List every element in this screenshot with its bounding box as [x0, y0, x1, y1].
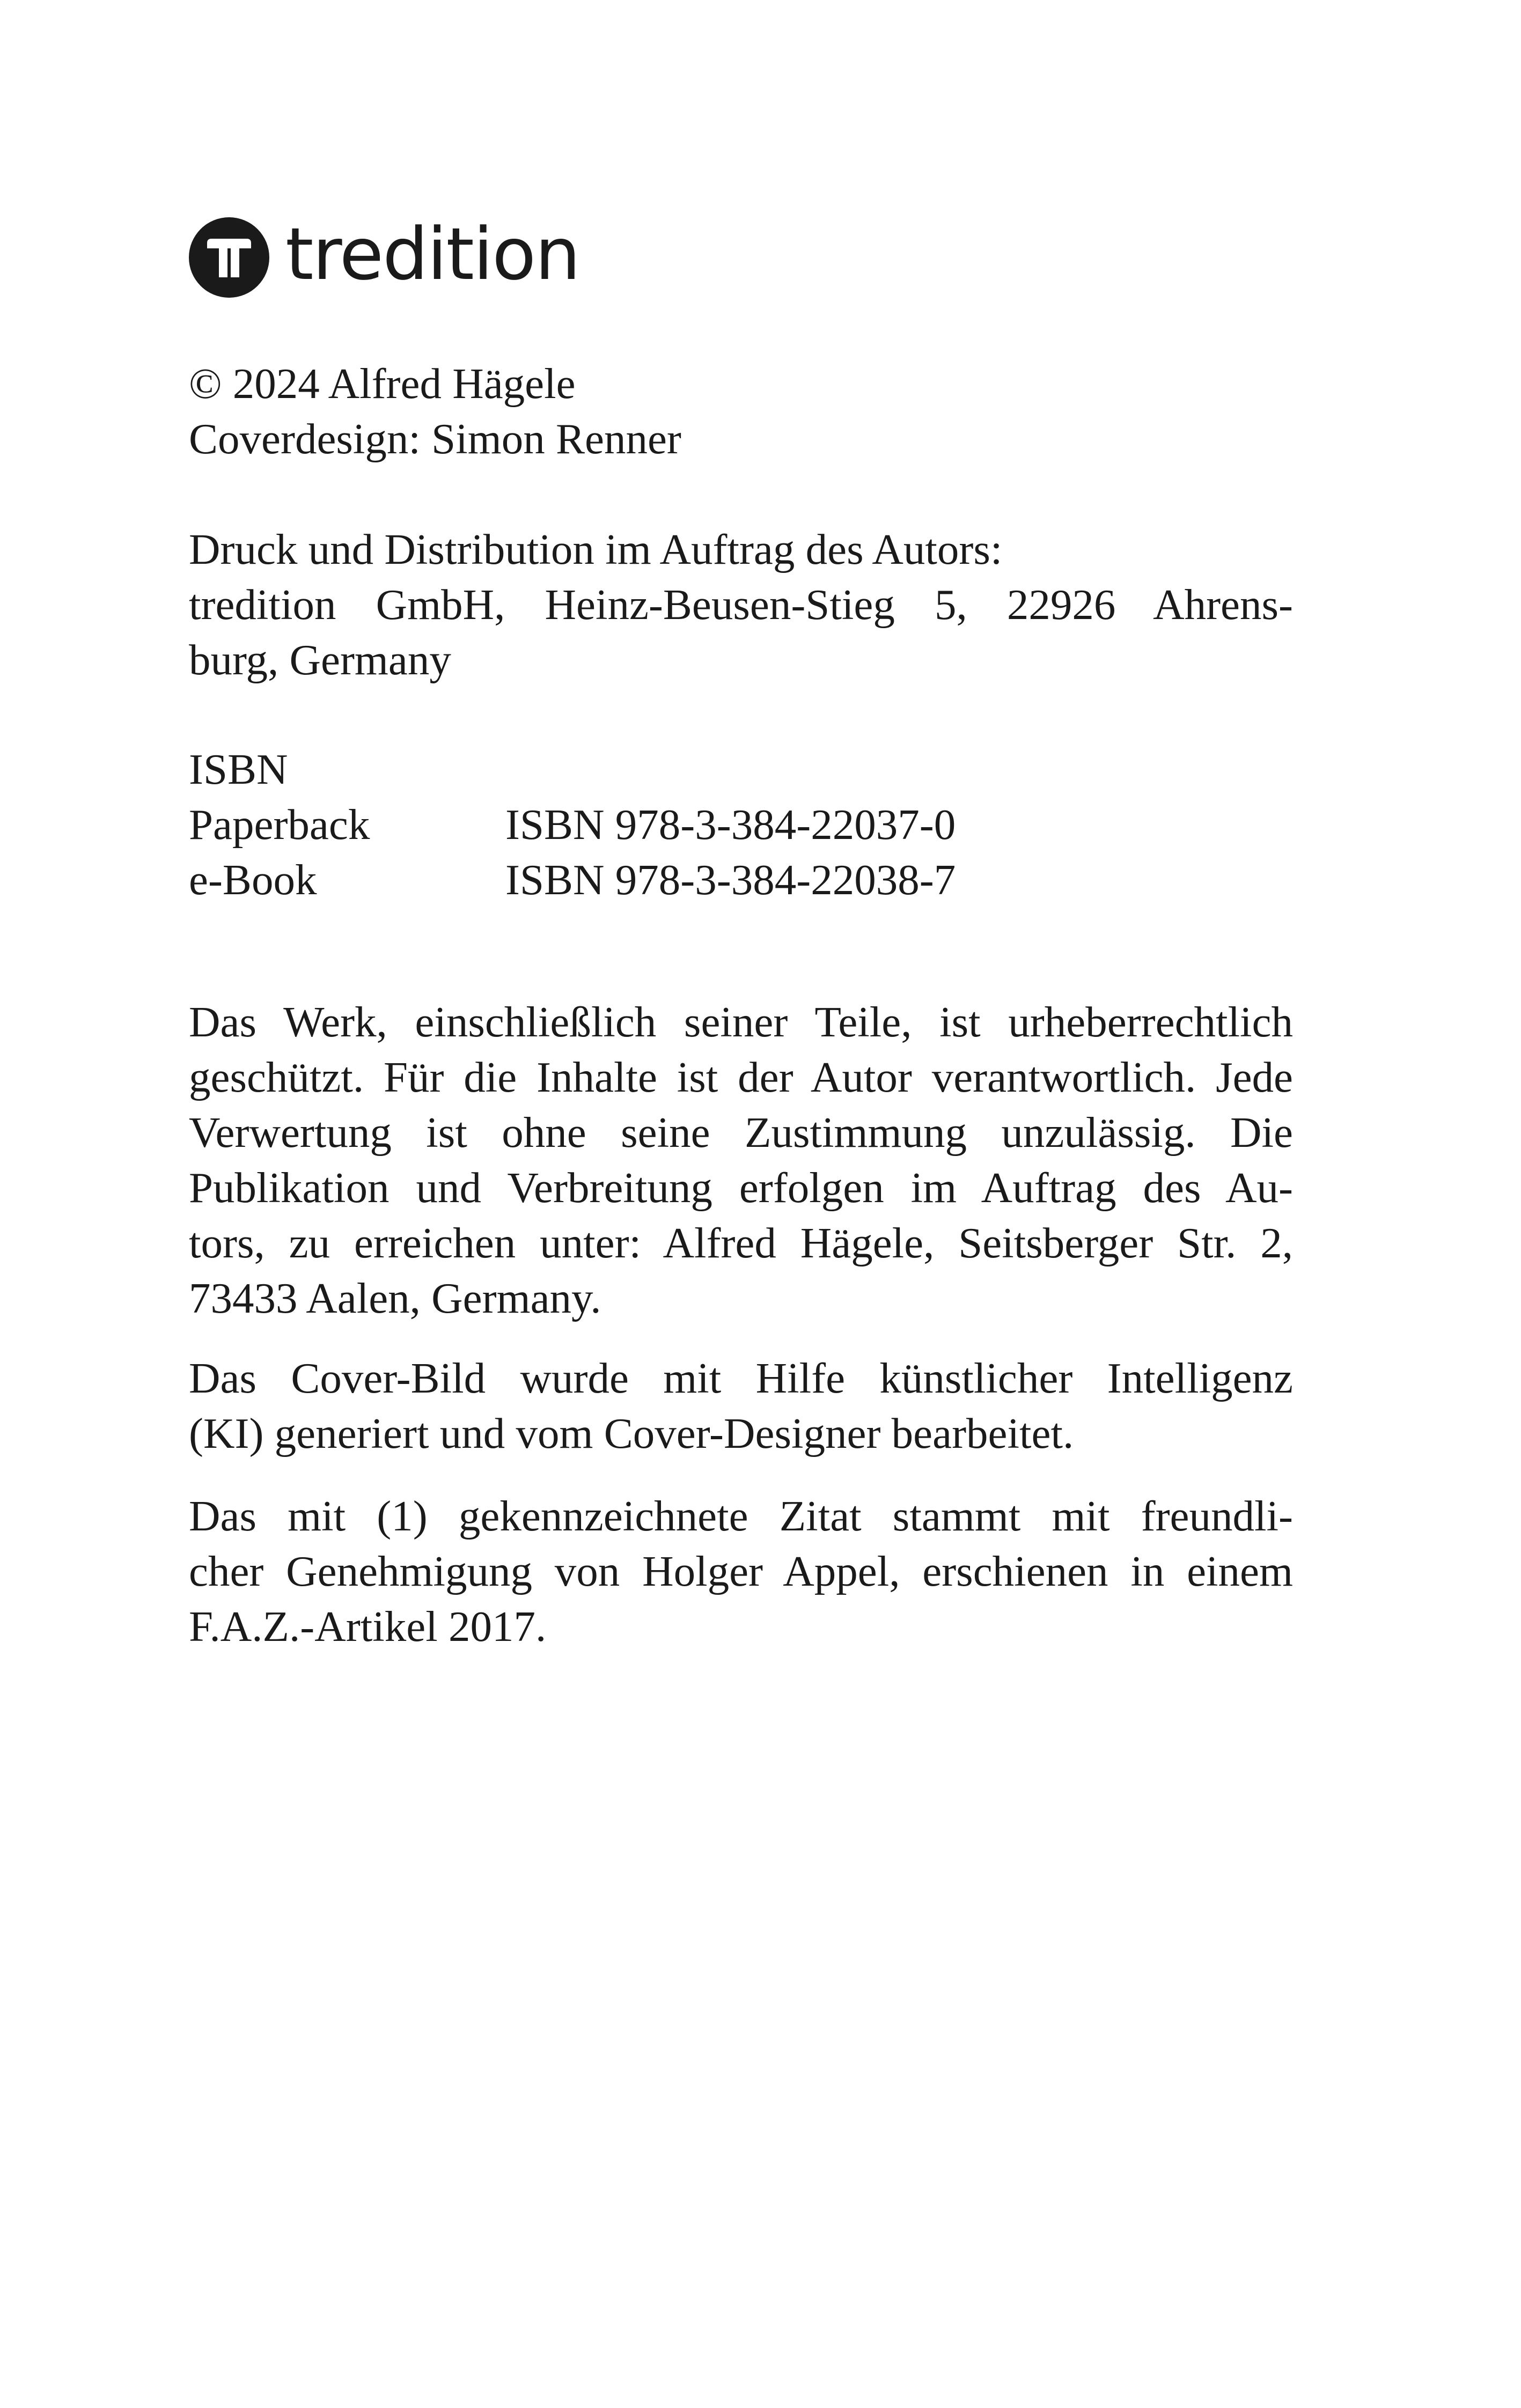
distribution-block — [189, 522, 1293, 688]
legal-line: tors, zu erreichen unter: Alfred Hägele, Seitsberger Str. 2, — [189, 1219, 1293, 1267]
legal-notice — [189, 995, 1293, 1326]
cover-note-line: Das Cover-Bild wurde mit Hilfe künstlicher Intelligenz — [189, 1354, 1293, 1402]
copyright-block — [189, 356, 1293, 467]
legal-line: Verwertung ist ohne seine Zustimmung unzulässig. Die — [189, 1108, 1293, 1157]
logo-wordmark: tredition — [285, 212, 580, 296]
isbn-row-paperback — [189, 797, 1293, 852]
cover-note-line: (KI) generiert und vom Cover-Designer bearbeitet. — [189, 1409, 1074, 1457]
legal-line: Das Werk, einschließlich seiner Teile, ist urheberrechtlich — [189, 998, 1293, 1046]
quote-note-line: Das mit (1) gekennzeichnete Zitat stammt mit freundli- — [189, 1492, 1293, 1540]
isbn-value: ISBN 978-3-384-22038-7 — [505, 856, 956, 904]
isbn-label: Paperback — [189, 800, 370, 849]
publisher-logo — [189, 212, 580, 298]
tredition-logo-icon — [189, 217, 269, 298]
copyright-line: © 2024 Alfred Hägele — [189, 359, 576, 408]
distribution-line-3: burg, Germany — [189, 636, 451, 684]
quote-note-line: cher Genehmigung von Holger Appel, erschienen in einem — [189, 1547, 1293, 1595]
quote-note-line: F.A.Z.-Artikel 2017. — [189, 1602, 547, 1651]
cover-ai-note — [189, 1351, 1293, 1461]
isbn-row-ebook — [189, 852, 1293, 908]
cover-design-credit: Coverdesign: Simon Renner — [189, 415, 681, 463]
isbn-block — [189, 742, 1293, 908]
isbn-label: e-Book — [189, 856, 317, 904]
legal-line: 73433 Aalen, Germany. — [189, 1274, 601, 1322]
isbn-value: ISBN 978-3-384-22037-0 — [505, 800, 956, 849]
isbn-heading: ISBN — [189, 745, 288, 793]
distribution-line-1: Druck und Distribution im Auftrag des Autors: — [189, 525, 1003, 573]
legal-line: geschützt. Für die Inhalte ist der Autor verantwortlich. Jede — [189, 1053, 1293, 1101]
legal-line: Publikation und Verbreitung erfolgen im Auftrag des Au- — [189, 1164, 1293, 1212]
distribution-line-2: tredition GmbH, Heinz-Beusen-Stieg 5, 22926 Ahrens- — [189, 580, 1293, 629]
quote-permission-note — [189, 1489, 1293, 1654]
